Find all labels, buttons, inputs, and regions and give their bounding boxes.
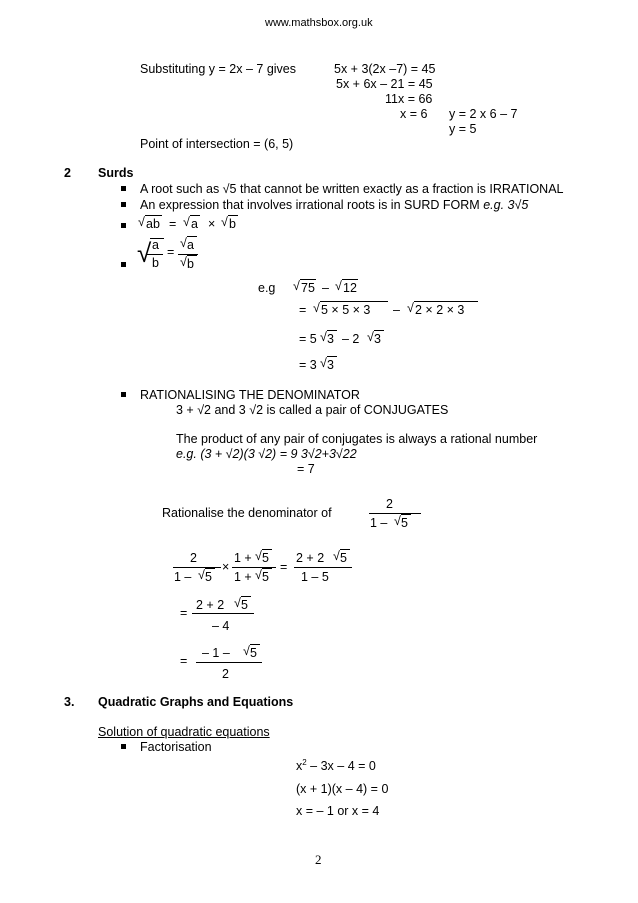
radical-sign-icon: √	[234, 596, 241, 610]
radical-bar	[250, 644, 260, 645]
bullet-icon	[121, 223, 126, 228]
fraction-bar	[192, 613, 254, 614]
radical-bar	[300, 279, 316, 280]
radical-sign-icon: √	[367, 330, 374, 344]
eg-l1-minus: –	[322, 281, 329, 295]
eg-l1-b: 12	[343, 281, 357, 295]
product-result: = 7	[297, 462, 315, 476]
radical-bar	[374, 330, 384, 331]
product-example: e.g. (3 + √2)(3 √2) = 9 3√2+3√22	[176, 447, 357, 461]
sub-eq2: 5x + 6x – 21 = 45	[336, 77, 433, 91]
work-f3-num-root: 5	[340, 551, 347, 565]
radical-sign-icon: √	[255, 549, 262, 563]
work-f3-den: 1 – 5	[301, 570, 329, 584]
radical-bar	[320, 301, 388, 302]
surds-bullet-1: A root such as √5 that cannot be written exactly as a fraction is IRRATIONAL	[140, 182, 564, 196]
eg-l2-b: 2 × 2 × 3	[415, 303, 465, 317]
fraction-bar	[147, 254, 163, 255]
eg-l2-minus: –	[393, 303, 400, 317]
work-times: ×	[222, 560, 230, 574]
work-eq: =	[280, 560, 288, 574]
eg-l4-a: 3	[327, 358, 334, 372]
work-f1-num: 2	[190, 551, 197, 565]
work-f2-den: 1 +	[234, 570, 252, 584]
radical-sign-icon: √	[407, 301, 414, 315]
radical-bar	[190, 215, 200, 216]
rule2-ra: a	[187, 238, 194, 252]
work-s3-eq: =	[180, 654, 188, 668]
quad-subtitle: Solution of quadratic equations	[98, 725, 270, 739]
work-s3-num-root: 5	[250, 646, 257, 660]
work-s3-den: 2	[222, 667, 229, 681]
rule1-a: a	[191, 217, 198, 231]
work-s3-num: – 1 –	[202, 646, 230, 660]
surds-bullet-2-example: e.g. 3√5	[483, 198, 529, 212]
rule2-den: b	[152, 256, 159, 270]
header-url: www.mathsbox.org.uk	[265, 17, 373, 29]
sub-eq1: 5x + 3(2x –7) = 45	[334, 62, 436, 76]
surds-bullet-2-text: An expression that involves irrational roots is in SURD FORM	[140, 198, 484, 212]
radical-bar	[327, 356, 337, 357]
radical-bar	[205, 568, 215, 569]
sub-eq6: y = 5	[449, 122, 477, 136]
section-number-3: 3.	[64, 695, 75, 709]
radical-sign-icon: √	[221, 215, 228, 229]
sub-eq3: 11x = 66	[385, 92, 433, 106]
work-f1-den: 1 –	[174, 570, 192, 584]
eg-l3-eq: = 5	[299, 332, 317, 346]
radical-bar	[145, 215, 162, 216]
radical-sign-icon: √	[333, 549, 340, 563]
quad-line-1	[296, 759, 376, 773]
radical-bar	[262, 549, 272, 550]
radical-sign-icon: √	[138, 215, 145, 229]
quad-line-3: x = – 1 or x = 4	[296, 804, 380, 818]
bullet-icon	[121, 186, 126, 191]
eg-l2-eq: =	[299, 303, 307, 317]
radical-sign-icon: √	[180, 255, 187, 269]
eg-l3-a: 3	[327, 332, 334, 346]
radical-sign-icon: √	[243, 644, 250, 658]
bullet-icon	[121, 744, 126, 749]
radical-sign-icon: √	[137, 238, 152, 268]
radical-bar	[340, 549, 350, 550]
radical-bar	[327, 330, 337, 331]
work-s2-num: 2 + 2	[196, 598, 225, 612]
quad-l1-rest: – 3x – 4 = 0	[306, 759, 376, 773]
eg-l1-a: 75	[301, 281, 315, 295]
radical-sign-icon: √	[198, 568, 205, 582]
radical-bar	[414, 301, 478, 302]
work-f1-den-root: 5	[205, 570, 212, 584]
radical-sign-icon: √	[335, 279, 342, 293]
rule2-rb: b	[187, 257, 194, 271]
rule1-times: ×	[208, 217, 216, 231]
quad-line-2: (x + 1)(x – 4) = 0	[296, 782, 389, 796]
section-number-2: 2	[64, 166, 71, 180]
section-title-surds: Surds	[98, 166, 134, 180]
question-den-root: 5	[401, 516, 408, 530]
section-title-quadratics: Quadratic Graphs and Equations	[98, 695, 294, 709]
radical-bar	[187, 236, 197, 237]
eg-l2-a: 5 × 5 × 3	[321, 303, 371, 317]
radical-sign-icon: √	[313, 301, 320, 315]
rule1-ab: ab	[146, 217, 160, 231]
question-numerator: 2	[386, 497, 393, 511]
quad-l1-x: x	[296, 759, 303, 773]
radical-sign-icon: √	[394, 514, 401, 528]
work-f2-den-root: 5	[262, 570, 269, 584]
eg-l3-minus: – 2	[342, 332, 360, 346]
eg-label: e.g	[258, 281, 276, 295]
surds-bullet-2	[140, 198, 528, 212]
conjugates-text: 3 + √2 and 3 √2 is called a pair of CONJUGATES	[176, 403, 449, 417]
question-denominator: 1 –	[370, 516, 388, 530]
radical-bar	[262, 568, 272, 569]
sub-intro: Substituting y = 2x – 7 gives	[140, 62, 296, 76]
radical-sign-icon: √	[183, 215, 190, 229]
sub-eq4: x = 6	[400, 107, 428, 121]
radical-bar	[228, 215, 238, 216]
radical-bar	[241, 596, 251, 597]
work-f2-num-root: 5	[262, 551, 269, 565]
eg-l3-b: 3	[374, 332, 381, 346]
bullet-icon	[121, 262, 126, 267]
rule2-num: a	[152, 238, 159, 252]
bullet-icon	[121, 202, 126, 207]
bullet-icon	[121, 392, 126, 397]
sub-point: Point of intersection = (6, 5)	[140, 137, 294, 151]
radical-bar	[187, 255, 197, 256]
radical-bar	[401, 514, 411, 515]
quad-bullet-factorisation: Factorisation	[140, 740, 212, 754]
radical-sign-icon: √	[320, 330, 327, 344]
rule1-eq: =	[169, 217, 177, 231]
work-f3-num: 2 + 2	[296, 551, 325, 565]
radical-bar	[342, 279, 358, 280]
work-s2-eq: =	[180, 606, 188, 620]
rule1-b: b	[229, 217, 236, 231]
rationalise-question: Rationalise the denominator of	[162, 506, 332, 520]
page-number: 2	[315, 852, 322, 867]
work-s2-den: – 4	[212, 619, 230, 633]
quad-l1-exp: 2	[302, 758, 307, 767]
fraction-bar	[196, 662, 262, 663]
radical-sign-icon: √	[255, 568, 262, 582]
sub-eq5: y = 2 x 6 – 7	[449, 107, 518, 121]
rationalising-title: RATIONALISING THE DENOMINATOR	[140, 388, 360, 402]
rule2-eq: =	[167, 245, 175, 259]
radical-sign-icon: √	[293, 279, 300, 293]
work-s2-num-root: 5	[241, 598, 248, 612]
work-f2-num: 1 +	[234, 551, 252, 565]
product-text: The product of any pair of conjugates is always a rational number	[176, 432, 538, 446]
fraction-bar	[294, 567, 352, 568]
radical-sign-icon: √	[180, 236, 187, 250]
eg-l4-eq: = 3	[299, 358, 317, 372]
radical-sign-icon: √	[320, 356, 327, 370]
